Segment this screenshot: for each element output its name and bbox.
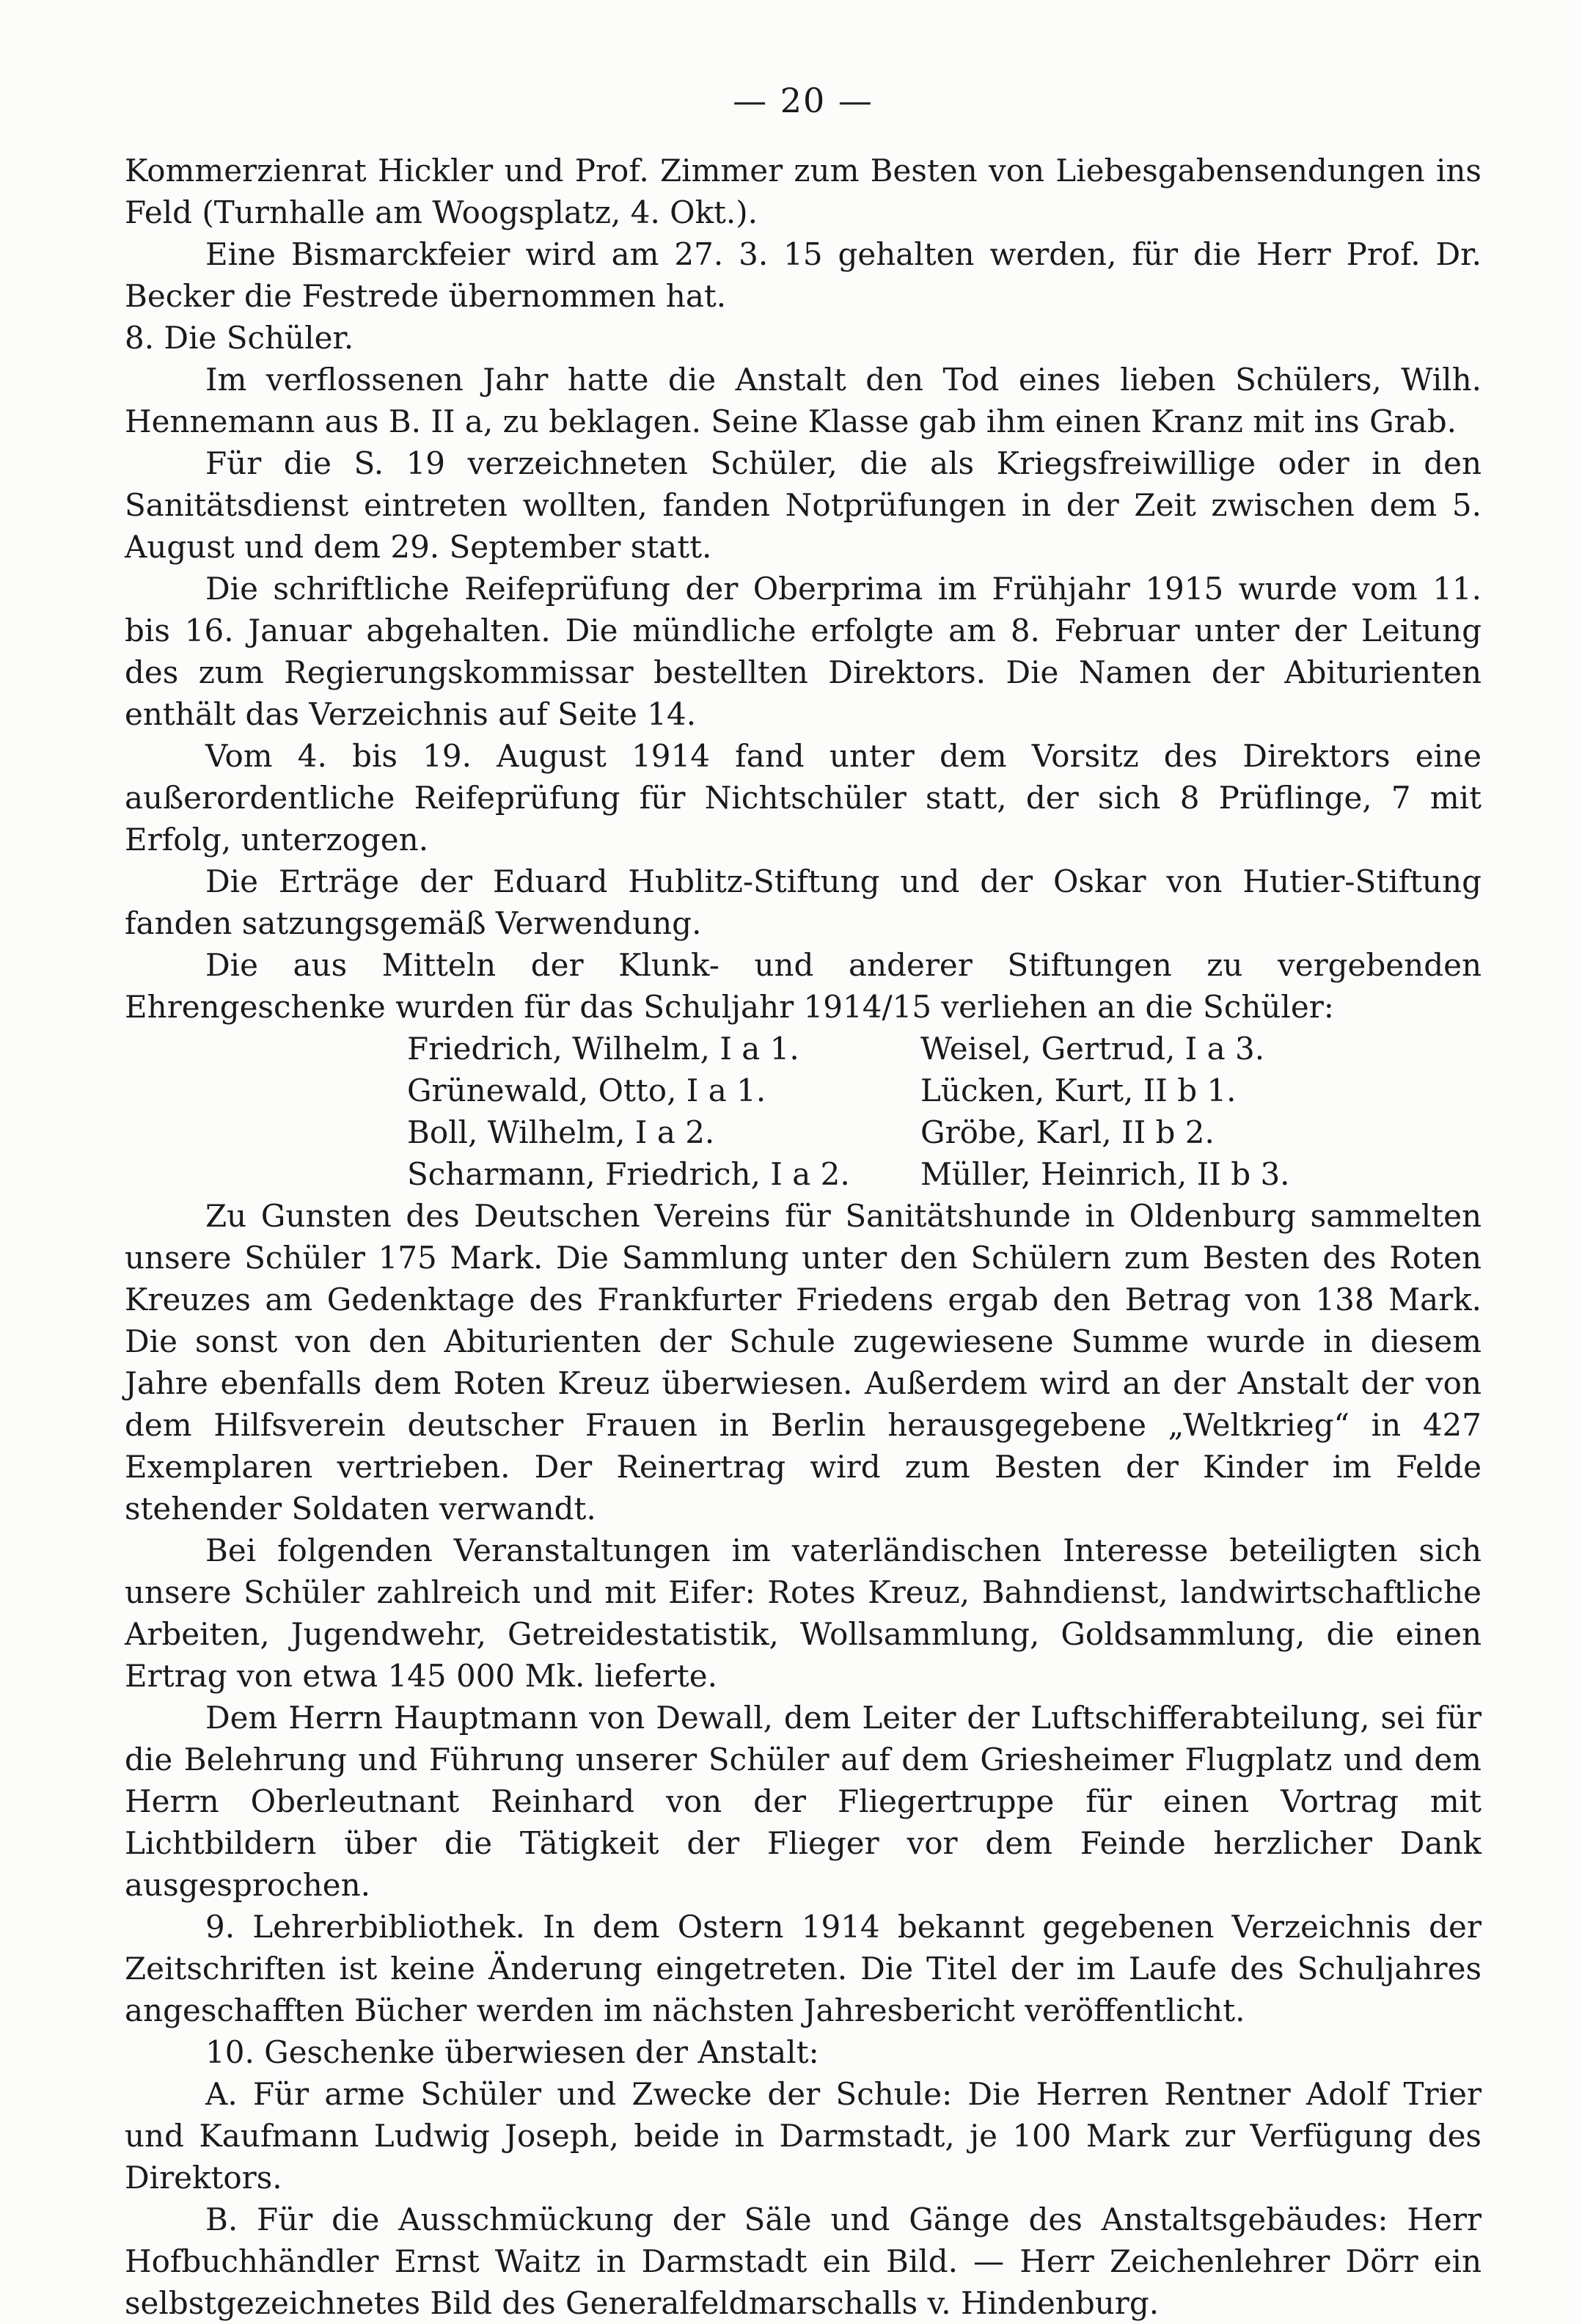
- award-entry: Lücken, Kurt, II b 1.: [920, 1073, 1237, 1108]
- paragraph-student-death: Im verflossenen Jahr hatte die Anstalt den Tod eines lieben Schülers, Wilh. Hennemann aus B. II a, zu beklagen. Seine Klasse gab ihm einen Kranz mit ins Grab.: [125, 362, 1482, 439]
- paragraph-donations-continued: Kommerzienrat Hickler und Prof. Zimmer zum Besten von Liebesgabensendungen ins Feld (Turnhalle am Woogsplatz, 4. Okt.).: [125, 153, 1482, 230]
- award-entry: Scharmann, Friedrich, I a 2.: [407, 1156, 850, 1192]
- awards-list: [407, 1028, 1482, 1195]
- paragraph-extraordinary-exam: Vom 4. bis 19. August 1914 fand unter dem Vorsitz des Direktors eine außerordentliche Reifeprüfung für Nichtschüler statt, der sich 8 Prüflinge, 7 mit Erfolg, unterzogen.: [125, 738, 1482, 858]
- award-entry: Boll, Wilhelm, I a 2.: [407, 1114, 715, 1150]
- paragraph-honorary-gifts: Die aus Mitteln der Klunk- und anderer Stiftungen zu vergebenden Ehrengeschenke wurden für das Schuljahr 1914/15 verliehen an die Schüler:: [125, 947, 1482, 1025]
- section-heading-gifts: 10. Geschenke überwiesen der Anstalt:: [205, 2034, 819, 2070]
- paragraph-gifts-b: B. Für die Ausschmückung der Säle und Gänge des Anstaltsgebäudes: Herr Hofbuchhändler Ernst Waitz in Darmstadt ein Bild. — Herr Zeichenlehrer Dörr ein selbstgezeichnetes Bild des Generalfeldmarschalls v. Hindenburg.: [125, 2201, 1482, 2321]
- paragraph-final-exams: Die schriftliche Reifeprüfung der Oberprima im Frühjahr 1915 wurde vom 11. bis 16. Januar abgehalten. Die mündliche erfolgte am 8. Februar unter der Leitung des zum Regierungskommissar bestellten Direktors. Die Namen der Abiturienten enthält das Verzeichnis auf Seite 14.: [125, 571, 1482, 732]
- award-entry: Müller, Heinrich, II b 3.: [920, 1156, 1290, 1192]
- award-entry: Grünewald, Otto, I a 1.: [407, 1073, 766, 1108]
- paragraph-gifts-a: A. Für arme Schüler und Zwecke der Schule: Die Herren Rentner Adolf Trier und Kaufmann Ludwig Joseph, beide in Darmstadt, je 100 Mark zur Verfügung des Direktors.: [125, 2076, 1482, 2196]
- paragraph-teacher-library: 9. Lehrerbibliothek. In dem Ostern 1914 bekannt gegebenen Verzeichnis der Zeitschriften ist keine Änderung eingetreten. Die Titel der im Laufe des Schuljahres angeschafften Bücher werden im nächsten Jahresbericht veröffentlicht.: [125, 1909, 1482, 2028]
- paragraph-foundations: Die Erträge der Eduard Hublitz-Stiftung und der Oskar von Hutier-Stiftung fanden satzungsgemäß Verwendung.: [125, 863, 1482, 941]
- paragraph-bismarck-celebration: Eine Bismarckfeier wird am 27. 3. 15 gehalten werden, für die Herr Prof. Dr. Becker die Festrede übernommen hat.: [125, 236, 1482, 314]
- page-number: — 20 —: [733, 81, 874, 120]
- award-entry: Weisel, Gertrud, I a 3.: [920, 1031, 1265, 1067]
- paragraph-collections: Zu Gunsten des Deutschen Vereins für Sanitätshunde in Oldenburg sammelten unsere Schüler 175 Mark. Die Sammlung unter den Schülern zum Besten des Roten Kreuzes am Gedenktage des Frankfurter Friedens ergab den Betrag von 138 Mark. Die sonst von den Abiturienten der Schule zugewiesene Summe wurde in diesem Jahre ebenfalls dem Roten Kreuz überwiesen. Außerdem wird an der Anstalt der von dem Hilfsverein deutscher Frauen in Berlin herausgegebene „Weltkrieg“ in 427 Exemplaren vertrieben. Der Reinertrag wird zum Besten der Kinder im Felde stehender Soldaten verwandt.: [125, 1198, 1482, 1527]
- paragraph-patriotic-activities: Bei folgenden Veranstaltungen im vaterländischen Interesse beteiligten sich unsere Schüler zahlreich und mit Eifer: Rotes Kreuz, Bahndienst, landwirtschaftliche Arbeiten, Jugendwehr, Getreidestatistik, Wollsammlung, Goldsammlung, die einen Ertrag von etwa 145 000 Mk. lieferte.: [125, 1532, 1482, 1694]
- award-entry: Friedrich, Wilhelm, I a 1.: [407, 1031, 799, 1067]
- paragraph-thanks: Dem Herrn Hauptmann von Dewall, dem Leiter der Luftschifferabteilung, sei für die Belehrung und Führung unserer Schüler auf dem Griesheimer Flugplatz und dem Herrn Oberleutnant Reinhard von der Fliegertruppe für einen Vortrag mit Lichtbildern über die Tätigkeit der Flieger vor dem Feinde herzlicher Dank ausgesprochen.: [125, 1700, 1482, 1903]
- award-entry: Gröbe, Karl, II b 2.: [920, 1114, 1215, 1150]
- document-page: [125, 81, 1482, 2324]
- section-heading-students: 8. Die Schüler.: [125, 320, 354, 356]
- paragraph-emergency-exams: Für die S. 19 verzeichneten Schüler, die als Kriegsfreiwillige oder in den Sanitätsdienst eintreten wollten, fanden Notprüfungen in der Zeit zwischen dem 5. August und dem 29. September statt.: [125, 445, 1482, 565]
